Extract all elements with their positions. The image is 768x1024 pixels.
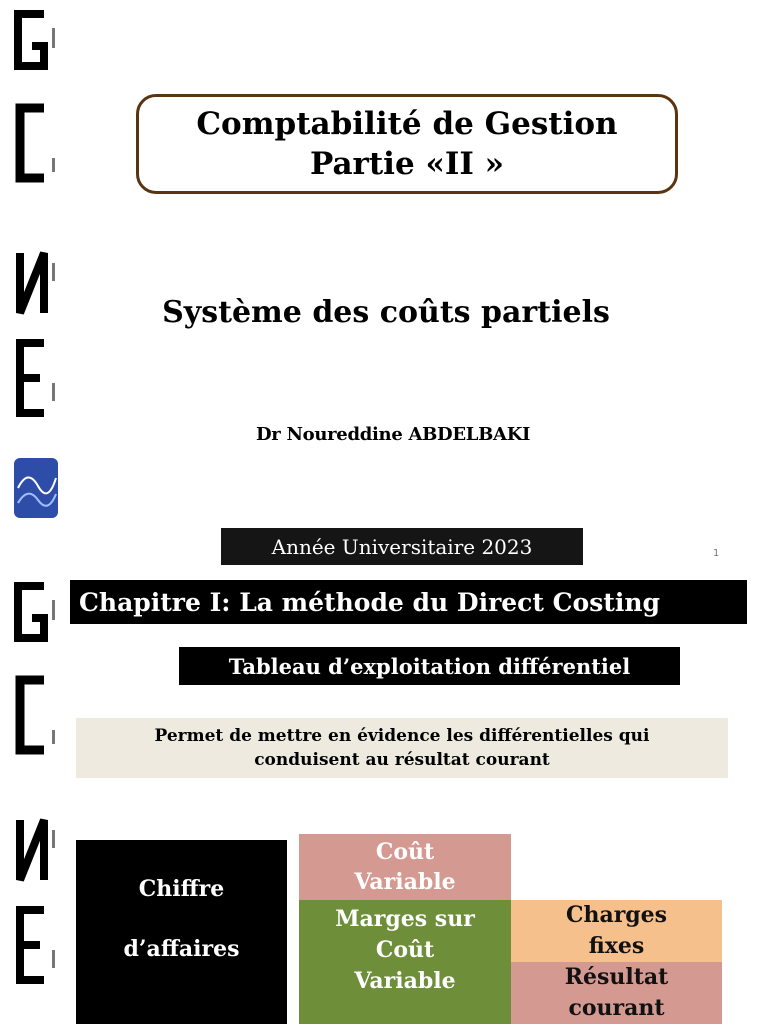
chapter-title: Chapitre I: La méthode du Direct Costing [79,587,660,617]
marges-line-2: Coût [375,937,435,963]
cout-variable-block [299,834,511,900]
encg-logo-icon [10,580,60,1020]
description-line-1: Permet de mettre en évidence les différentielles qui [154,726,650,746]
title-line-2: Partie «II » [309,146,505,182]
subtitle-text: Système des coûts partiels [162,295,610,330]
marges-line-1: Marges sur [335,906,475,932]
charges-line-1: Charges [565,902,668,928]
academic-year: Année Universitaire 2023 [271,534,533,559]
chiffre-line-1: Chiffre [138,876,225,902]
title-line-1: Comptabilité de Gestion [196,106,618,142]
marges-block [299,900,511,1024]
cout-line-1: Coût [375,839,435,865]
resultat-line-1: Résultat [564,964,669,990]
marges-line-3: Variable [354,968,456,994]
section-title-band [179,647,680,685]
resultat-line-2: courant [568,995,665,1021]
description-box [76,718,728,778]
resultat-courant-block [511,962,722,1024]
description-line-2: conduisent au résultat courant [254,750,550,770]
academic-year-band [221,528,583,565]
subtitle [0,295,768,330]
slide-2 [0,574,768,1024]
charges-fixes-block [511,900,722,962]
chapter-title-band [70,580,747,624]
title-box [136,94,678,194]
chiffre-affaires-block [76,840,287,1024]
cout-line-2: Variable [354,869,456,895]
chiffre-line-2: d’affaires [123,936,240,962]
page-number: 1 [713,548,720,559]
encg-logo-icon [10,8,60,548]
author: Dr Noureddine ABDELBAKI [256,424,531,445]
charges-line-2: fixes [588,933,645,959]
section-title: Tableau d’exploitation différentiel [228,653,631,679]
